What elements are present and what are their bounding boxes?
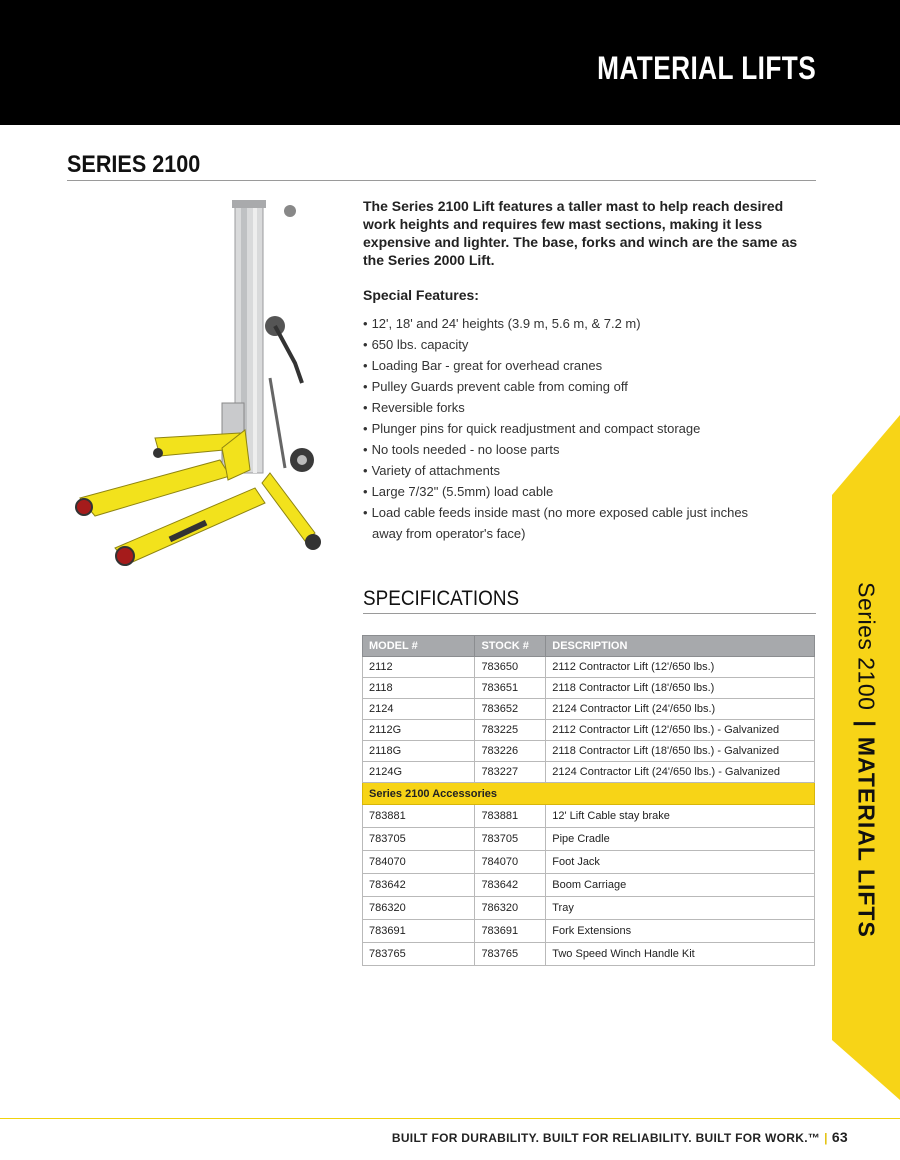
description-cell: 2112 Contractor Lift (12'/650 lbs.): [546, 657, 815, 678]
column-header-description: DESCRIPTION: [546, 636, 815, 657]
feature-item: • No tools needed - no loose parts: [363, 442, 560, 457]
description-cell: 12' Lift Cable stay brake: [546, 805, 815, 828]
table-row: [363, 762, 815, 783]
page-number: 63: [831, 1129, 848, 1145]
feature-item: • 12', 18' and 24' heights (3.9 m, 5.6 m, & 7.2 m): [363, 316, 641, 331]
table-header-row: [363, 636, 815, 657]
material-lift-product-image: [70, 198, 330, 573]
table-row: [363, 805, 815, 828]
feature-item: • Reversible forks: [363, 400, 465, 415]
description-cell: Boom Carriage: [546, 874, 815, 897]
description-cell: Two Speed Winch Handle Kit: [546, 943, 815, 966]
stock-cell: 783705: [475, 828, 546, 851]
stock-cell: 783226: [475, 741, 546, 762]
model-cell: 2118G: [363, 741, 475, 762]
feature-item: • Large 7/32" (5.5mm) load cable: [363, 484, 554, 499]
stock-cell: 783691: [475, 920, 546, 943]
model-cell: 783691: [363, 920, 475, 943]
table-row: [363, 920, 815, 943]
column-header-model: MODEL #: [363, 636, 475, 657]
feature-item: • Loading Bar - great for overhead cranes: [363, 358, 603, 373]
side-tab-category: MATERIAL LIFTS: [853, 736, 880, 938]
stock-cell: 783651: [475, 678, 546, 699]
model-cell: 783881: [363, 805, 475, 828]
feature-item: • Plunger pins for quick readjustment and compact storage: [363, 421, 701, 436]
page-footer: [392, 1129, 848, 1145]
description-cell: Foot Jack: [546, 851, 815, 874]
model-cell: 2118: [363, 678, 475, 699]
model-cell: 783705: [363, 828, 475, 851]
model-cell: 786320: [363, 897, 475, 920]
side-tab-series: Series 2100: [853, 582, 880, 711]
table-row: [363, 678, 815, 699]
model-cell: 783765: [363, 943, 475, 966]
accessories-section-row: [363, 783, 815, 805]
footer-tagline: BUILT FOR DURABILITY. BUILT FOR RELIABILITY. BUILT FOR WORK.™: [391, 1131, 821, 1145]
stock-cell: 786320: [475, 897, 546, 920]
table-row: [363, 699, 815, 720]
description-cell: 2112 Contractor Lift (12'/650 lbs.) - Galvanized: [546, 720, 815, 741]
model-cell: 784070: [363, 851, 475, 874]
stock-cell: 784070: [475, 851, 546, 874]
accessories-section-label: Series 2100 Accessories: [363, 783, 815, 805]
description-cell: Tray: [546, 897, 815, 920]
description-cell: 2118 Contractor Lift (18'/650 lbs.) - Galvanized: [546, 741, 815, 762]
table-row: [363, 720, 815, 741]
table-row: [363, 874, 815, 897]
model-cell: 2124G: [363, 762, 475, 783]
model-cell: 2124: [363, 699, 475, 720]
table-row: [363, 943, 815, 966]
model-cell: 783642: [363, 874, 475, 897]
stock-cell: 783652: [475, 699, 546, 720]
description-cell: 2118 Contractor Lift (18'/650 lbs.): [546, 678, 815, 699]
feature-item: • Load cable feeds inside mast (no more exposed cable just inches away from operator's face): [363, 505, 749, 541]
description-cell: 2124 Contractor Lift (24'/650 lbs.) - Galvanized: [546, 762, 815, 783]
stock-cell: 783765: [475, 943, 546, 966]
model-cell: 2112G: [363, 720, 475, 741]
description-cell: Fork Extensions: [546, 920, 815, 943]
product-description: The Series 2100 Lift features a taller mast to help reach desired work heights and requires few mast sections, making it less expensive and lighter. The base, forks and winch are the same as the Series 2000 Lift.: [363, 198, 798, 268]
stock-cell: 783225: [475, 720, 546, 741]
side-tab-separator: |: [853, 720, 880, 727]
section-divider: [67, 180, 816, 181]
table-row: [363, 828, 815, 851]
stock-cell: 783881: [475, 805, 546, 828]
specifications-divider: [363, 613, 816, 614]
table-row: [363, 897, 815, 920]
feature-item: • Variety of attachments: [363, 463, 500, 478]
specifications-heading: SPECIFICATIONS: [363, 587, 520, 610]
feature-item: • Pulley Guards prevent cable from coming off: [363, 379, 628, 394]
description-cell: 2124 Contractor Lift (24'/650 lbs.): [546, 699, 815, 720]
description-cell: Pipe Cradle: [546, 828, 815, 851]
table-row: [363, 851, 815, 874]
column-header-stock: STOCK #: [475, 636, 546, 657]
table-row: [363, 741, 815, 762]
feature-item: • 650 lbs. capacity: [363, 337, 469, 352]
stock-cell: 783650: [475, 657, 546, 678]
stock-cell: 783227: [475, 762, 546, 783]
specifications-table: [362, 635, 815, 966]
features-list: [363, 313, 803, 544]
footer-divider: [0, 1118, 900, 1119]
table-row: [363, 657, 815, 678]
footer-separator: |: [824, 1131, 828, 1145]
features-heading: Special Features:: [363, 287, 479, 303]
side-tab-label: [853, 582, 880, 938]
stock-cell: 783642: [475, 874, 546, 897]
page-header-title: MATERIAL LIFTS: [596, 50, 816, 86]
model-cell: 2112: [363, 657, 475, 678]
section-title: SERIES 2100: [67, 151, 201, 178]
